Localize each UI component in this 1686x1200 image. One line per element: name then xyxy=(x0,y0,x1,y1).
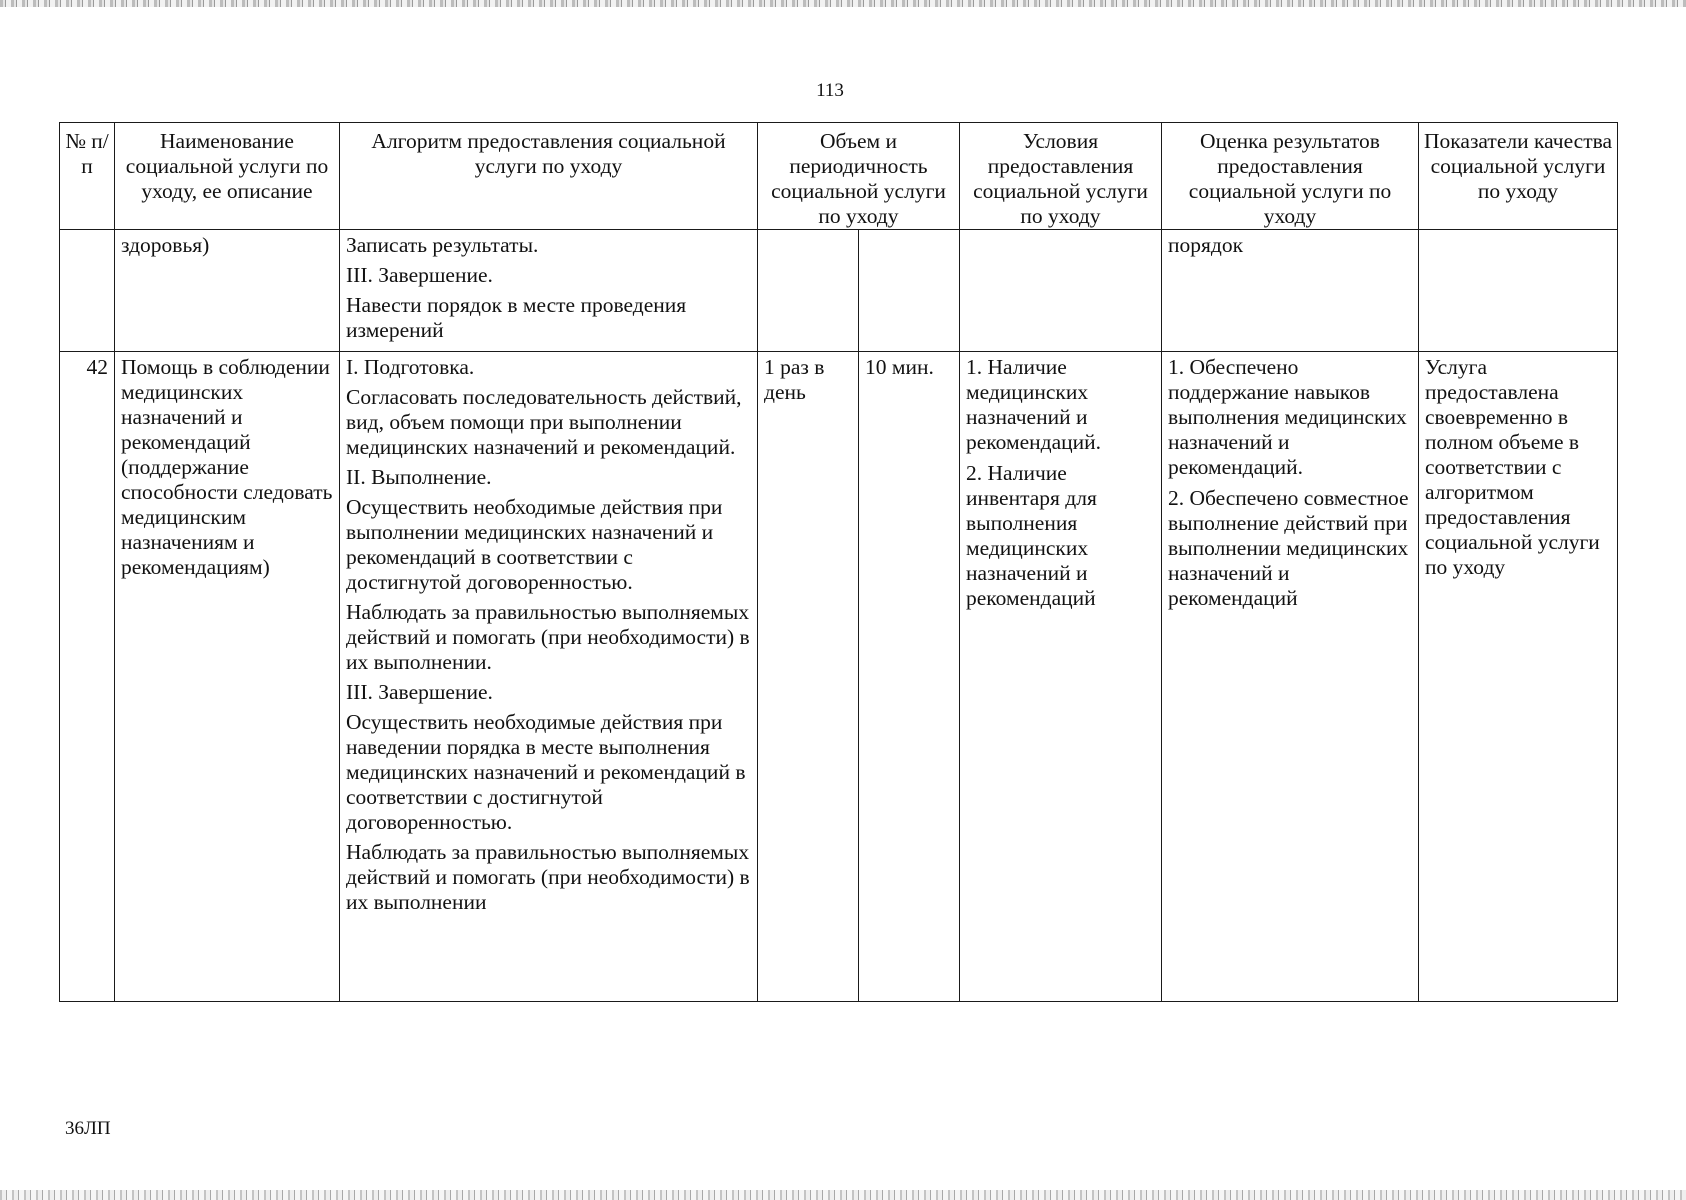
algorithm-step: III. Завершение. xyxy=(346,263,493,287)
cell-quality: Услуга предоставлена своевременно в полном объеме в соответствии с алгоритмом предоставления социальной услуги по уходу xyxy=(1419,352,1618,1002)
scan-edge-top xyxy=(0,0,1686,7)
cell-num: 42 xyxy=(60,352,115,1002)
scan-edge-bottom xyxy=(0,1190,1686,1200)
cell-periodicity-empty xyxy=(758,230,859,352)
header-volume: Объем и периодичность социальной услуги по уходу xyxy=(758,123,960,230)
footer-code: 36ЛП xyxy=(65,1118,111,1139)
cell-evaluation-continued: порядок xyxy=(1162,230,1419,352)
header-name: Наименование социальной услуги по уходу, ее описание xyxy=(115,123,340,230)
table-row-continued xyxy=(60,230,1618,352)
header-algorithm: Алгоритм предоставления социальной услуги по уходу xyxy=(340,123,758,230)
cell-evaluation xyxy=(1162,352,1419,1002)
algorithm-step: Наблюдать за правильностью выполняемых действий и помогать (при необходимости) в их выполнении xyxy=(346,840,750,914)
algorithm-step: Записать результаты. xyxy=(346,233,539,257)
cell-duration: 10 мин. xyxy=(859,352,960,1002)
cell-algorithm xyxy=(340,352,758,1002)
cell-algorithm-continued xyxy=(340,230,758,352)
evaluation-item: 1. Обеспечено поддержание навыков выполнения медицинских назначений и рекомендаций. xyxy=(1168,355,1407,479)
cell-name-continued: здоровья) xyxy=(115,230,340,352)
condition-item: 2. Наличие инвентаря для выполнения медицинских назначений и рекомендаций xyxy=(966,461,1097,610)
algorithm-step: Навести порядок в месте проведения измерений xyxy=(346,293,687,342)
algorithm-step: Осуществить необходимые действия при выполнении медицинских назначений и рекомендаций в соответствии с достигнутой договоренностью. xyxy=(346,495,723,594)
cell-duration-empty xyxy=(859,230,960,352)
evaluation-item: 2. Обеспечено совместное выполнение действий при выполнении медицинских назначений и рекомендаций xyxy=(1168,486,1409,610)
condition-item: 1. Наличие медицинских назначений и рекомендаций. xyxy=(966,355,1102,454)
services-table xyxy=(59,122,1618,1002)
cell-quality-empty xyxy=(1419,230,1618,352)
cell-service-name: Помощь в соблюдении медицинских назначений и рекомендаций (поддержание способности следовать медицинским назначениям и рекомендациям) xyxy=(115,352,340,1002)
cell-periodicity: 1 раз в день xyxy=(758,352,859,1002)
cell-conditions-empty xyxy=(960,230,1162,352)
header-evaluation: Оценка результатов предоставления социальной услуги по уходу xyxy=(1162,123,1419,230)
table-header-row xyxy=(60,123,1618,230)
algorithm-step: II. Выполнение. xyxy=(346,465,492,489)
algorithm-step: Осуществить необходимые действия при наведении порядка в месте выполнения медицинских назначений и рекомендаций в соответствии с достигнутой договоренностью. xyxy=(346,710,746,834)
cell-num-empty xyxy=(60,230,115,352)
header-num: № п/п xyxy=(60,123,115,230)
algorithm-step: III. Завершение. xyxy=(346,680,493,704)
algorithm-step: Согласовать последовательность действий, вид, объем помощи при выполнении медицинских назначений и рекомендаций. xyxy=(346,385,742,459)
table-row-42 xyxy=(60,352,1618,1002)
algorithm-step: Наблюдать за правильностью выполняемых действий и помогать (при необходимости) в их выполнении. xyxy=(346,600,750,674)
header-conditions: Условия предоставления социальной услуги по уходу xyxy=(960,123,1162,230)
algorithm-step: I. Подготовка. xyxy=(346,355,475,379)
page-number: 113 xyxy=(816,80,844,101)
header-quality: Показатели качества социальной услуги по уходу xyxy=(1419,123,1618,230)
cell-conditions xyxy=(960,352,1162,1002)
